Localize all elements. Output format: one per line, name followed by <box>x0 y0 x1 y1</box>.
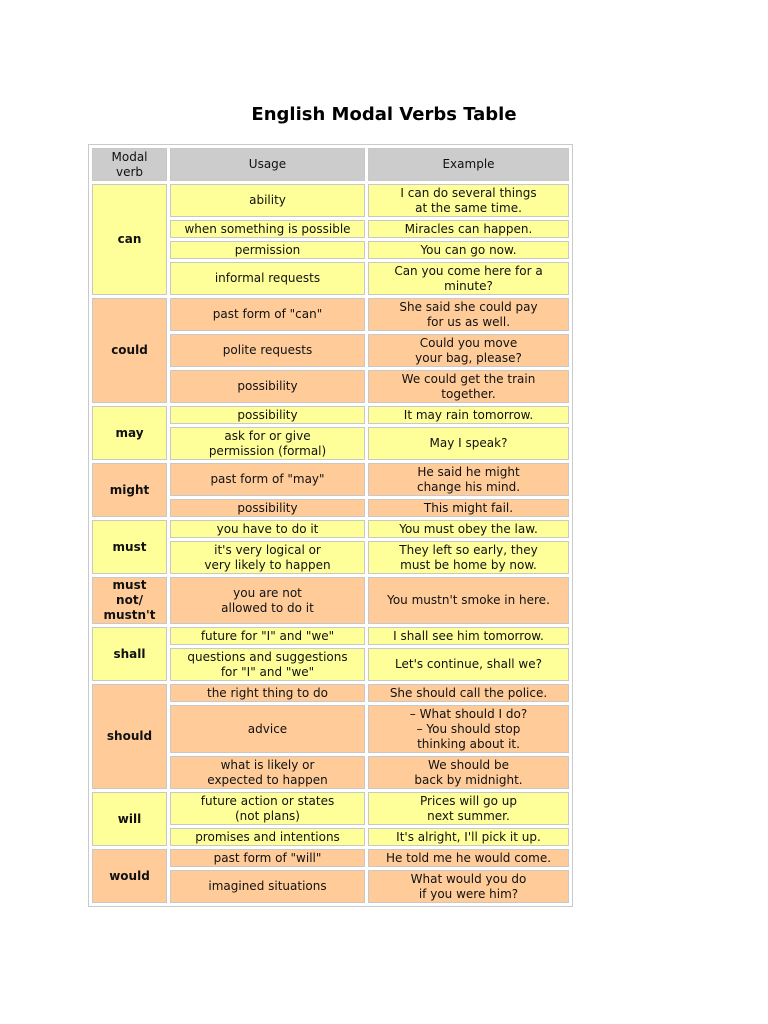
cell-text-line: permission <box>234 242 301 257</box>
cell-text-line: (not plans) <box>235 808 300 823</box>
usage-cell <box>170 792 365 825</box>
usage-cell <box>170 684 365 702</box>
usage-cell <box>170 849 365 867</box>
header-row <box>92 148 569 181</box>
table-body <box>92 184 569 903</box>
cell-text-line: Miracles can happen. <box>404 221 533 236</box>
usage-cell <box>170 427 365 460</box>
example-cell <box>368 541 569 574</box>
cell-text-line: allowed to do it <box>221 600 314 615</box>
table-row <box>92 463 569 496</box>
page-title: English Modal Verbs Table <box>251 104 517 125</box>
usage-cell <box>170 627 365 645</box>
cell-text-line: mustn't <box>103 608 156 622</box>
cell-text-line: ability <box>249 193 286 207</box>
cell-text-line: shall <box>113 646 146 661</box>
modal-verbs-table <box>88 144 573 907</box>
cell-text-line: informal requests <box>214 271 321 285</box>
cell-text-line: very likely to happen <box>204 557 331 572</box>
example-cell <box>368 792 569 825</box>
example-cell <box>368 520 569 538</box>
cell-text-line: must <box>112 578 147 592</box>
cell-text-line: thinking about it. <box>417 736 520 751</box>
cell-text-line: it's very logical or <box>214 542 321 557</box>
example-cell <box>368 370 569 403</box>
cell-text-line: She said she could pay <box>399 299 538 314</box>
usage-cell <box>170 705 365 753</box>
cell-text-line: He said he might <box>417 464 520 479</box>
table-row <box>92 627 569 645</box>
example-cell <box>368 648 569 681</box>
cell-text-line: possibility <box>237 379 298 393</box>
example-cell <box>368 427 569 460</box>
modal-verb-cell <box>92 684 167 789</box>
cell-text-line: possibility <box>237 500 298 515</box>
cell-text-line: the right thing to do <box>206 685 329 700</box>
cell-text-line: You must obey the law. <box>399 521 538 536</box>
table-row <box>92 849 569 867</box>
modal-verb-cell <box>92 792 167 846</box>
modal-verb-cell <box>92 463 167 517</box>
example-cell <box>368 849 569 867</box>
example-cell <box>368 870 569 903</box>
cell-text-line: must be home by now. <box>400 557 537 572</box>
cell-text-line: past form of "will" <box>213 850 322 865</box>
example-cell <box>368 627 569 645</box>
example-cell <box>368 184 569 217</box>
cell-text-line: when something is possible <box>184 221 351 236</box>
cell-text-line: if you were him? <box>418 886 519 901</box>
cell-text-line: back by midnight. <box>414 772 523 787</box>
cell-text-line: Could you move <box>419 335 518 350</box>
cell-text-line: would <box>109 868 150 883</box>
table-row <box>92 792 569 825</box>
usage-cell <box>170 520 365 538</box>
modal-verb-cell <box>92 849 167 903</box>
example-cell <box>368 828 569 846</box>
cell-text-line: will <box>117 811 142 826</box>
example-cell <box>368 220 569 238</box>
cell-text-line: what is likely or <box>220 757 315 772</box>
cell-text-line: imagined situations <box>208 879 327 893</box>
cell-text-line: future for "I" and "we" <box>200 628 335 643</box>
usage-cell <box>170 828 365 846</box>
cell-text-line: This might fail. <box>423 500 514 515</box>
header-modal-verb: Modal verb <box>92 148 167 181</box>
cell-text-line: future action or states <box>200 793 335 808</box>
usage-cell <box>170 241 365 259</box>
usage-cell <box>170 298 365 331</box>
cell-text-line: I can do several things <box>400 185 537 200</box>
cell-text-line: possibility <box>237 407 298 422</box>
cell-text-line: for us as well. <box>426 314 511 329</box>
usage-cell <box>170 184 365 217</box>
usage-cell <box>170 577 365 624</box>
example-cell <box>368 262 569 295</box>
cell-text-line: should <box>106 729 153 743</box>
cell-text-line: You can go now. <box>420 242 517 257</box>
example-cell <box>368 463 569 496</box>
table-row <box>92 184 569 217</box>
cell-text-line: may <box>115 425 144 440</box>
example-cell <box>368 298 569 331</box>
usage-cell <box>170 541 365 574</box>
cell-text-line: you have to do it <box>216 521 319 536</box>
cell-text-line: at the same time. <box>415 200 522 215</box>
modal-verb-cell <box>92 520 167 574</box>
example-cell <box>368 756 569 789</box>
cell-text-line: I shall see him tomorrow. <box>393 628 544 643</box>
cell-text-line: It may rain tomorrow. <box>403 407 534 422</box>
cell-text-line: past form of "may" <box>210 472 325 486</box>
usage-cell <box>170 370 365 403</box>
cell-text-line: – You should stop <box>416 721 521 736</box>
cell-text-line: He told me he would come. <box>385 850 552 865</box>
cell-text-line: advice <box>247 721 288 736</box>
table-row <box>92 298 569 331</box>
cell-text-line: What would you do <box>410 871 527 886</box>
modal-verb-cell <box>92 406 167 460</box>
cell-text-line: must <box>112 539 147 554</box>
cell-text-line: together. <box>441 386 496 401</box>
table-row <box>92 577 569 624</box>
usage-cell <box>170 334 365 367</box>
example-cell <box>368 334 569 367</box>
cell-text-line: Can you come here for a <box>394 263 543 278</box>
cell-text-line: They left so early, they <box>399 542 538 557</box>
usage-cell <box>170 648 365 681</box>
usage-cell <box>170 220 365 238</box>
cell-text-line: change his mind. <box>416 479 521 494</box>
cell-text-line: might <box>109 482 150 497</box>
cell-text-line: You mustn't smoke in here. <box>387 593 550 607</box>
modal-verb-cell <box>92 298 167 403</box>
cell-text-line: can <box>117 232 142 246</box>
example-cell <box>368 684 569 702</box>
cell-text-line: Prices will go up <box>420 793 517 808</box>
cell-text-line: We could get the train <box>401 371 536 386</box>
example-cell <box>368 241 569 259</box>
cell-text-line: next summer. <box>427 808 510 823</box>
usage-cell <box>170 463 365 496</box>
cell-text-line: expected to happen <box>207 772 328 787</box>
cell-text-line: questions and suggestions <box>187 649 348 664</box>
example-cell <box>368 499 569 517</box>
cell-text-line: you are not <box>233 585 302 600</box>
usage-cell <box>170 499 365 517</box>
cell-text-line: polite requests <box>222 343 313 357</box>
cell-text-line: May I speak? <box>429 436 508 450</box>
modal-verb-cell <box>92 184 167 295</box>
example-cell <box>368 705 569 753</box>
table-row <box>92 684 569 702</box>
cell-text-line: We should be <box>428 757 509 772</box>
cell-text-line: not/ <box>116 593 143 607</box>
usage-cell <box>170 870 365 903</box>
cell-text-line: She should call the police. <box>389 685 548 700</box>
example-cell <box>368 406 569 424</box>
cell-text-line: ask for or give <box>224 428 311 443</box>
cell-text-line: promises and intentions <box>195 829 340 844</box>
table-row <box>92 520 569 538</box>
cell-text-line: – What should I do? <box>409 706 528 721</box>
cell-text-line: Let's continue, shall we? <box>395 657 542 671</box>
cell-text-line: could <box>111 343 148 357</box>
modal-verb-cell <box>92 627 167 681</box>
cell-text-line: It's alright, I'll pick it up. <box>396 829 541 844</box>
usage-cell <box>170 406 365 424</box>
header-usage: Usage <box>170 148 365 181</box>
cell-text-line: past form of "can" <box>212 307 323 321</box>
cell-text-line: for "I" and "we" <box>220 664 315 679</box>
usage-cell <box>170 262 365 295</box>
usage-cell <box>170 756 365 789</box>
cell-text-line: your bag, please? <box>415 350 522 365</box>
cell-text-line: permission (formal) <box>208 443 327 458</box>
cell-text-line: minute? <box>444 278 493 293</box>
modal-verb-cell <box>92 577 167 624</box>
example-cell <box>368 577 569 624</box>
header-example: Example <box>368 148 569 181</box>
table-row <box>92 406 569 424</box>
